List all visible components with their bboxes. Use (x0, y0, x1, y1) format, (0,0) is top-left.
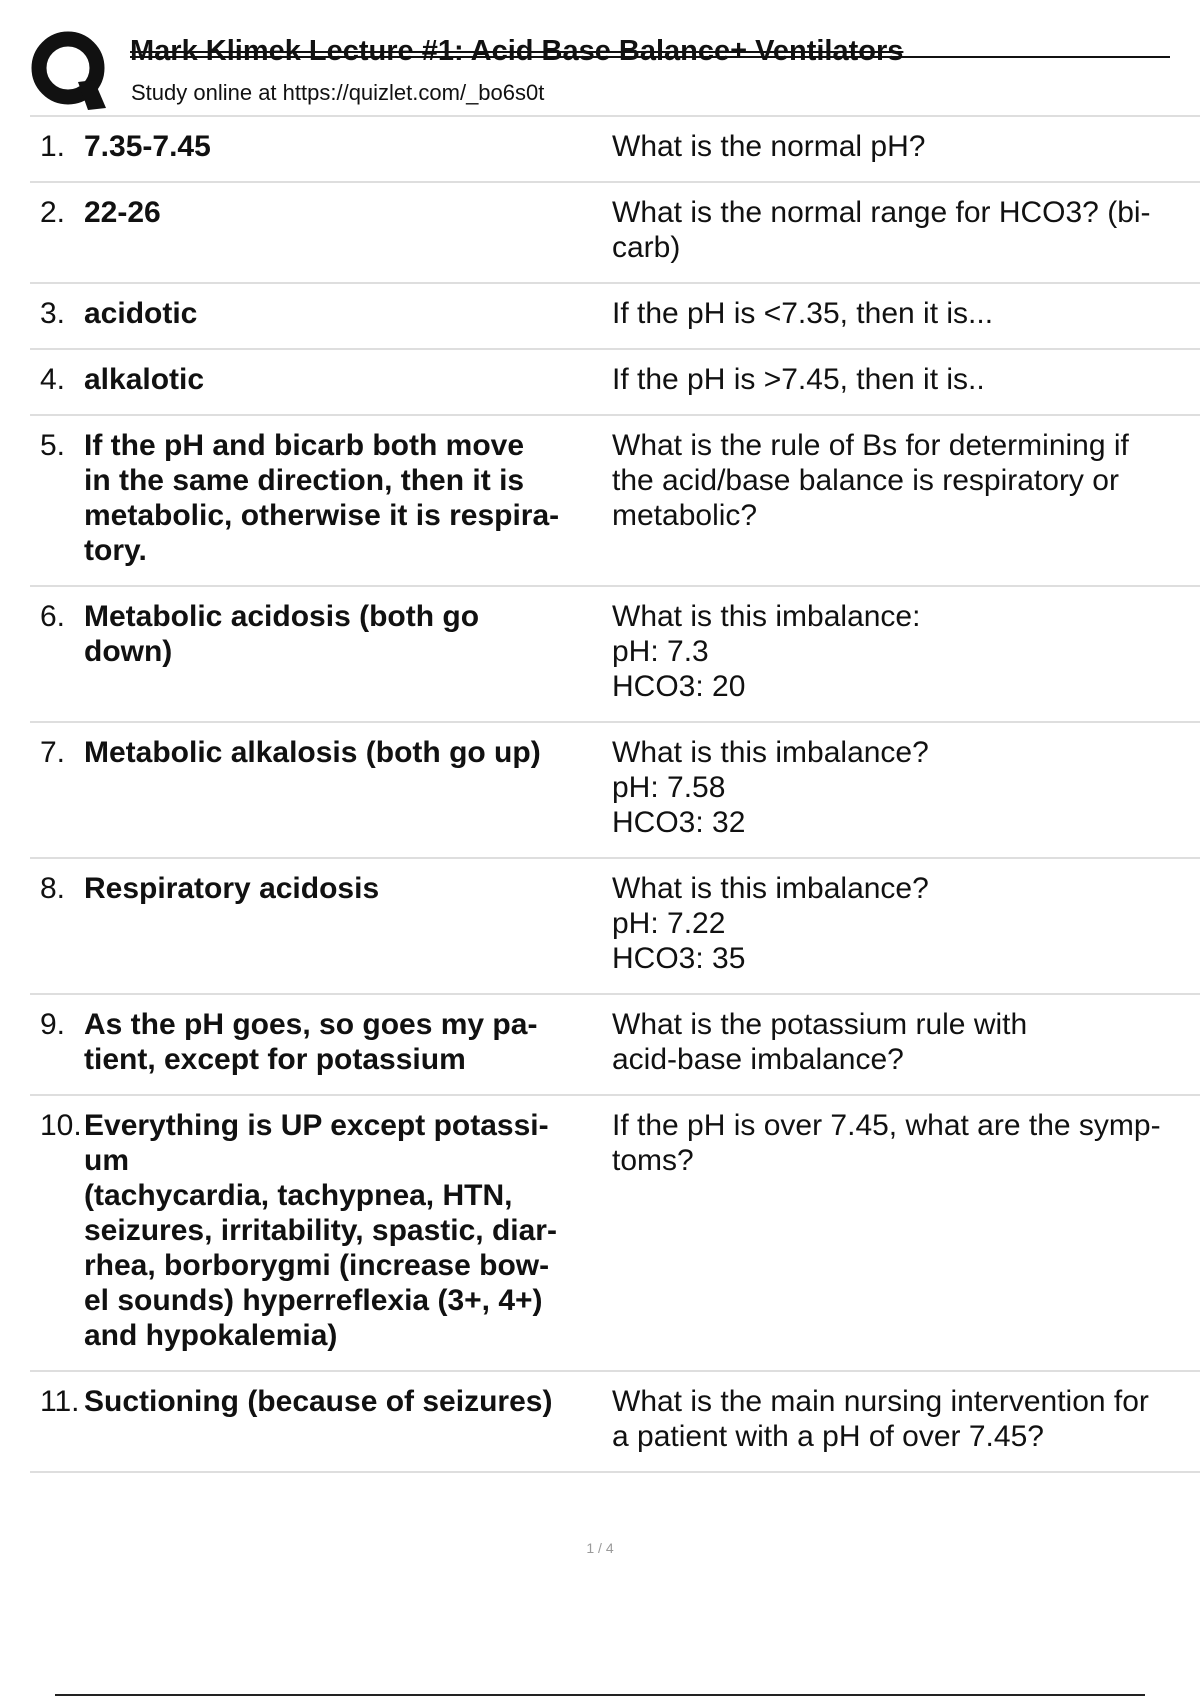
card-term: Metabolic alkalosis (both go up) (84, 736, 541, 769)
flashcard-row (30, 1372, 1200, 1473)
study-online-link-text: Study online at https://quizlet.com/_bo6s0t (131, 80, 545, 105)
card-term: alkalotic (84, 363, 205, 396)
flashcard-list (30, 115, 1200, 1473)
flashcard-row (30, 350, 1200, 416)
card-term: Respiratory acidosis (84, 872, 380, 905)
flashcard-row (30, 284, 1200, 350)
flashcard-row (30, 117, 1200, 183)
card-term: As the pH goes, so goes my pa- tient, except for potassium (84, 1008, 538, 1076)
card-definition: What is this imbalance? pH: 7.58 HCO3: 32 (612, 736, 929, 839)
card-term: Suctioning (because of seizures) (84, 1385, 553, 1418)
flashcard-row (30, 587, 1200, 723)
card-number: 11. (40, 1385, 80, 1418)
bottom-rule (55, 1694, 1145, 1696)
card-number: 8. (40, 872, 66, 905)
card-term: If the pH and bicarb both move in the same direction, then it is metabolic, otherwise it is respira- tory. (84, 429, 560, 567)
card-term: 22-26 (84, 196, 161, 229)
card-number: 10. (40, 1109, 82, 1142)
card-term: 7.35-7.45 (84, 130, 211, 163)
card-number: 4. (40, 363, 66, 396)
card-definition: What is the main nursing intervention for a patient with a pH of over 7.45? (612, 1385, 1149, 1453)
card-term: Metabolic acidosis (both go down) (84, 600, 480, 668)
card-definition: What is this imbalance: pH: 7.3 HCO3: 20 (612, 600, 921, 703)
card-term: Everything is UP except potassi- um (tachycardia, tachypnea, HTN, seizures, irritability, spastic, diar- rhea, borborygmi (increase bow- el sounds) hyperreflexia (3+, 4+) and hypokalemia) (84, 1109, 557, 1352)
flashcard-row (30, 1096, 1200, 1372)
card-number: 5. (40, 429, 66, 462)
card-definition: If the pH is >7.45, then it is.. (612, 363, 985, 396)
card-definition: What is the rule of Bs for determining if the acid/base balance is respiratory or metabolic? (612, 429, 1129, 532)
page-number: 1 / 4 (586, 1540, 614, 1556)
card-definition: What is the normal range for HCO3? (bi- carb) (612, 196, 1151, 264)
card-number: 2. (40, 196, 66, 229)
card-number: 6. (40, 600, 66, 633)
card-number: 7. (40, 736, 66, 769)
page-title: Mark Klimek Lecture #1: Acid Base Balance+ Ventilators (130, 35, 904, 67)
flashcard-row (30, 416, 1200, 587)
card-term: acidotic (84, 297, 198, 330)
flashcard-row (30, 183, 1200, 284)
page-header (30, 30, 1140, 115)
card-number: 9. (40, 1008, 66, 1041)
card-number: 1. (40, 130, 66, 163)
card-number: 3. (40, 297, 66, 330)
card-definition: What is this imbalance? pH: 7.22 HCO3: 35 (612, 872, 929, 975)
card-definition: If the pH is <7.35, then it is... (612, 297, 994, 330)
card-definition: What is the normal pH? (612, 130, 926, 163)
card-definition: What is the potassium rule with acid-base imbalance? (612, 1008, 1028, 1076)
flashcard-row (30, 859, 1200, 995)
quizlet-q-logo-icon (30, 30, 110, 112)
flashcard-row (30, 995, 1200, 1096)
card-definition: If the pH is over 7.45, what are the symp- toms? (612, 1109, 1161, 1177)
flashcard-row (30, 723, 1200, 859)
